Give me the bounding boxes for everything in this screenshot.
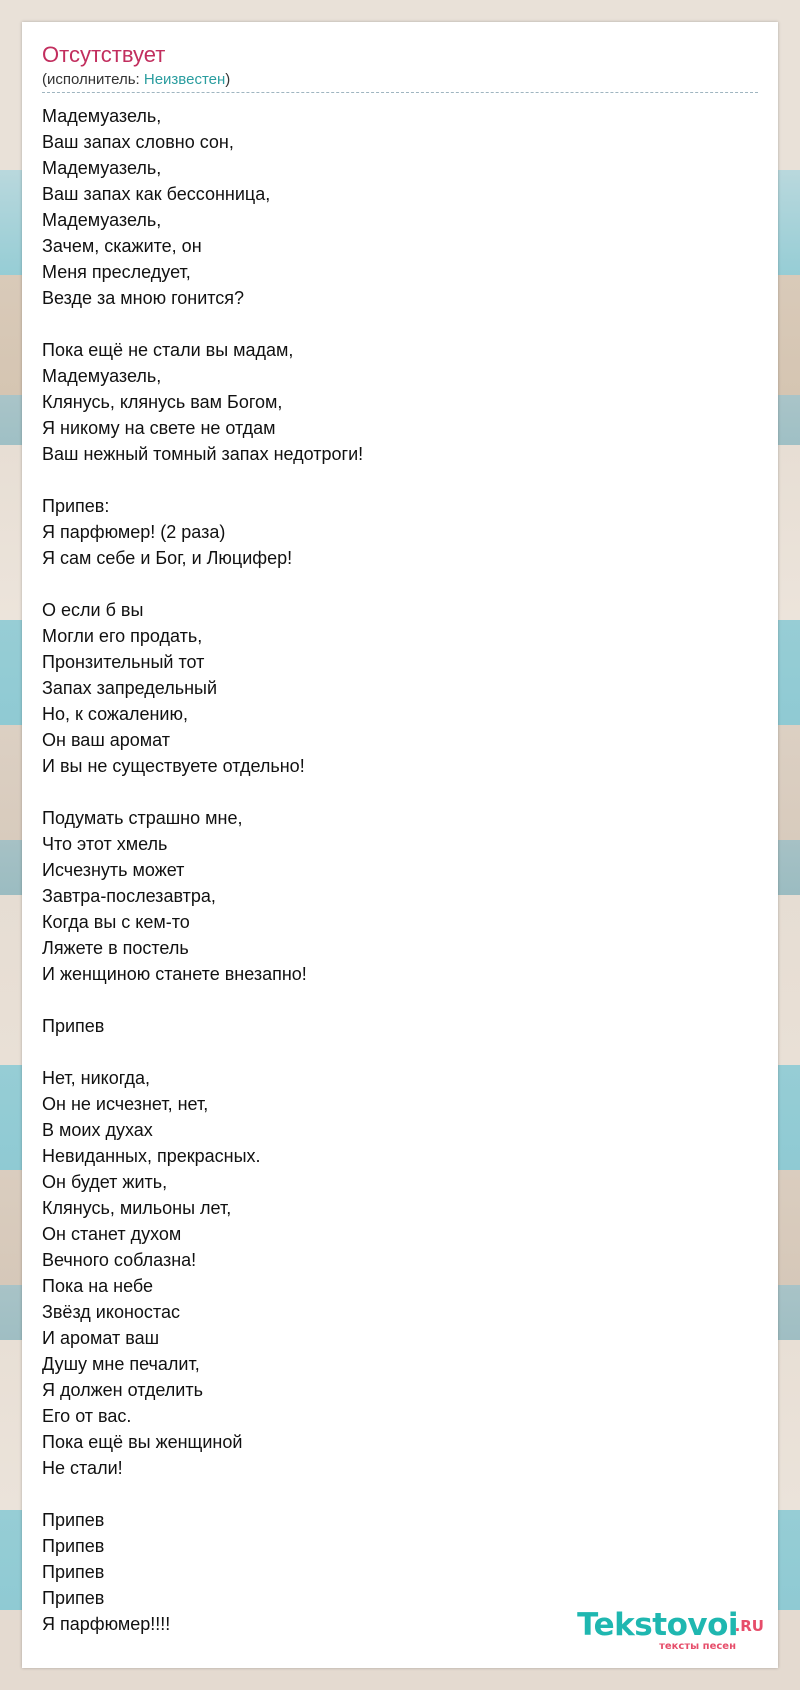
artist-line [42,71,230,89]
lyric-line: Могли его продать, [42,626,203,646]
lyric-line: Он будет жить, [42,1172,168,1192]
lyric-line: И женщиною станете внезапно! [42,964,307,984]
lyric-line: Мадемуазель, [42,106,162,126]
song-title: Отсутствует [42,42,166,67]
logo-tagline: тексты песен [659,1641,736,1652]
lyric-line: Я парфюмер! (2 раза) [42,522,226,542]
lyric-line: Невиданных, прекрасных. [42,1146,261,1166]
lyric-line: Я сам себе и Бог, и Люцифер! [42,548,293,568]
lyric-line: Припев [42,1588,105,1608]
lyrics-stanza-break [42,987,742,1013]
lyric-line: Мадемуазель, [42,366,162,386]
lyric-line: Пока ещё вы женщиной [42,1432,243,1452]
lyric-line: Зачем, скажите, он [42,236,202,256]
lyrics-stanza-break [42,1039,742,1065]
lyrics-stanza-break [42,571,742,597]
lyric-line: Нет, никогда, [42,1068,151,1088]
lyrics-stanza-break [42,779,742,805]
lyric-line: И аромат ваш [42,1328,160,1348]
lyric-line: Пока на небе [42,1276,154,1296]
artist-link[interactable]: Неизвестен [143,71,226,88]
lyric-line: Не стали! [42,1458,123,1478]
lyrics-card [22,22,778,1668]
lyric-line: Я парфюмер!!!! [42,1614,171,1634]
lyric-line: Меня преследует, [42,262,191,282]
logo-tld: .RU [734,1617,764,1635]
lyric-line: Припев [42,1562,105,1582]
lyric-line: Ваш запах словно сон, [42,132,234,152]
lyric-line: Запах запредельный [42,678,218,698]
title-divider [42,92,758,93]
lyric-line: Душу мне печалит, [42,1354,200,1374]
lyric-line: Клянусь, клянусь вам Богом, [42,392,283,412]
lyric-line: О если б вы [42,600,144,620]
lyric-line: Но, к сожалению, [42,704,188,724]
lyric-line: Подумать страшно мне, [42,808,243,828]
lyric-line: Припев [42,1510,105,1530]
lyric-line: Пронзительный тот [42,652,205,672]
lyric-line: Что этот хмель [42,834,168,854]
lyric-line: Я никому на свете не отдам [42,418,276,438]
site-logo[interactable] [554,1608,764,1654]
lyric-line: Завтра-послезавтра, [42,886,216,906]
lyrics-stanza-break [42,1481,742,1507]
lyric-line: Звёзд иконостас [42,1302,180,1322]
lyric-line: Мадемуазель, [42,210,162,230]
lyric-line: Клянусь, мильоны лет, [42,1198,232,1218]
lyric-line: Ваш запах как бессонница, [42,184,271,204]
lyric-line: Ляжете в постель [42,938,189,958]
artist-suffix: ) [225,71,231,88]
logo-wordmark: Tekstovoi [577,1607,738,1643]
lyric-line: Мадемуазель, [42,158,162,178]
lyric-line: Когда вы с кем-то [42,912,190,932]
lyric-line: Припев [42,1016,105,1036]
lyrics-stanza-break [42,467,742,493]
lyric-line: Я должен отделить [42,1380,203,1400]
lyrics-text [42,103,742,1637]
lyric-line: Вечного соблазна! [42,1250,197,1270]
lyric-line: Он ваш аромат [42,730,171,750]
lyric-line: И вы не существуете отдельно! [42,756,305,776]
lyric-line: Везде за мною гонится? [42,288,245,308]
lyric-line: Он не исчезнет, нет, [42,1094,209,1114]
lyric-line: Он станет духом [42,1224,182,1244]
lyric-line: Ваш нежный томный запах недотроги! [42,444,364,464]
artist-prefix: (исполнитель: [42,71,144,88]
lyric-line: Пока ещё не стали вы мадам, [42,340,294,360]
lyric-line: Исчезнуть может [42,860,185,880]
lyric-line: В моих духах [42,1120,153,1140]
lyric-line: Припев: [42,496,110,516]
lyric-line: Его от вас. [42,1406,132,1426]
lyrics-stanza-break [42,311,742,337]
lyric-line: Припев [42,1536,105,1556]
